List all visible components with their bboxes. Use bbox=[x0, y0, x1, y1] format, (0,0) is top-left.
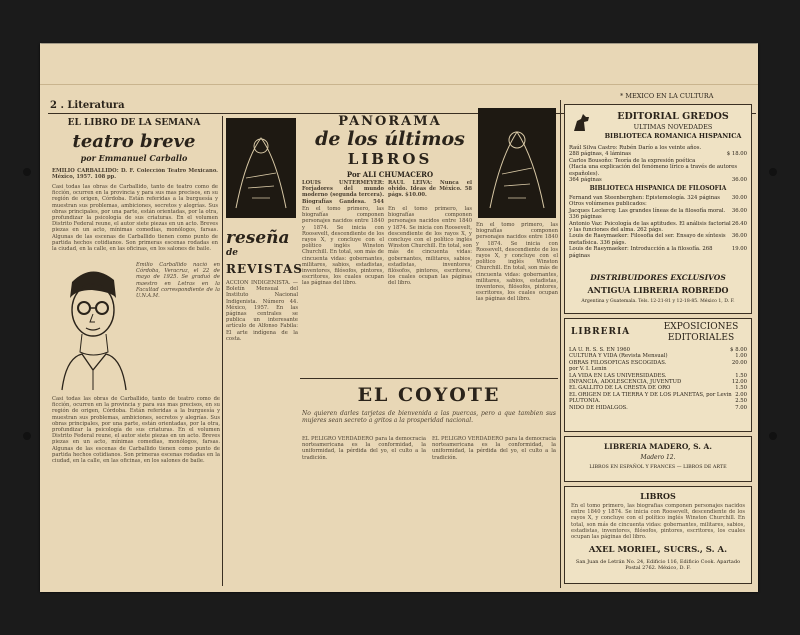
libreria-ad bbox=[564, 318, 752, 432]
resena-title-3: REVISTAS bbox=[226, 262, 303, 276]
price-row-title: INFANCIA, ADOLESCENCIA, JUVENTUD bbox=[569, 379, 682, 386]
price-row-title: PLUTONIA. bbox=[569, 398, 601, 405]
article-kicker: EL LIBRO DE LA SEMANA bbox=[67, 118, 201, 128]
price-row-title: OBRAS FILOSOFICAS ESCOGIDAS. bbox=[569, 359, 667, 366]
resena-body: ACCION INDIGENISTA. — Boletín Mensual del Instituto Nacional Indigenista. Número 44. México, 1957. En las páginas centrales se publica un interesante artículo de Alfonso Fabila: El arte indígena de la costa. bbox=[226, 280, 298, 342]
price-row-price: 36.00 bbox=[731, 233, 747, 240]
price-row-price: 19.00 bbox=[731, 246, 747, 253]
section-label: * MEXICO EN LA CULTURA bbox=[620, 92, 714, 100]
page-label: 2 . Literatura bbox=[50, 100, 125, 111]
price-row-price: $ 8.00 bbox=[730, 347, 747, 353]
coyote-top-rule bbox=[300, 378, 558, 379]
panorama-title-1: PANORAMA bbox=[338, 114, 442, 129]
coyote-body-1: EL PELIGRO VERDADERO para la democracia norteamericana es la conformidad, la uniformidad, la pérdida del yo, el culto a la tradición. bbox=[302, 436, 426, 461]
price-row-price: 20.00 bbox=[731, 359, 747, 366]
gredos-price-list bbox=[565, 145, 751, 183]
price-row-price: 36.00 bbox=[731, 207, 747, 214]
gredos-price-list-2 bbox=[565, 195, 751, 259]
price-row-title: 288 páginas, 4 láminas bbox=[569, 151, 631, 158]
price-row bbox=[565, 164, 751, 177]
article-title: teatro breve bbox=[72, 131, 196, 152]
price-row-price: 2.00 bbox=[735, 391, 747, 398]
moriel-address: San Juan de Letrán No. 24, Edificio 116, Edificio Cook. Apartado Postal 2762. México, D. F. bbox=[575, 559, 741, 571]
libreria-price-list bbox=[565, 347, 751, 411]
price-row-price: 30.00 bbox=[731, 195, 747, 201]
gredos-sub2: BIBLIOTECA ROMANICA HISPANICA bbox=[604, 132, 742, 140]
binder-hole-icon bbox=[23, 432, 31, 440]
horse-logo-icon bbox=[571, 111, 593, 133]
price-row-price: 1.50 bbox=[735, 372, 747, 379]
binder-hole-icon bbox=[23, 168, 31, 176]
price-row-price: 1.00 bbox=[735, 353, 747, 360]
panorama-byline: Por ALI CHUMACERO bbox=[346, 170, 434, 179]
panorama-body-3: En el tomo primero, las biografías componen personajes nacidos entre 1840 y 1874. Se inicia con Roosevelt, descendiente de los rayos X, y concluye con el político inglés Winston Churchill. En total, son más de cincuenta vidas: gobernantes, militares, sabios, estadistas, inventores, filósofos, pintores, escritores, los cuales ocupan las páginas del libro. bbox=[476, 222, 558, 303]
article-body: Casi todas las obras de Carballido, tanto de teatro como de ficción, ocurren en la provincia y para sus mas precisos, en su región de origen, Córdoba. Están referidas a la burguesía y muestran sus problemas, ambiciones, secretos y alegrías. Sus obras principales, por una parte, están orientadas, por la otra, profundizar la psicología de sus criaturas. En el volumen Distrito Federal reune, el autor siete piezas en un acto. Breves piezas en un acto, mínimas comedias, monólogos, farsas. Algunas de las escenas de Carballido tienen como punto de partida hechos cotidianos. Son primeras escenas rodadas en la ciudad, en la calle, en las oficinas, en los salones de baile. bbox=[52, 184, 218, 253]
price-row-price: $ 18.00 bbox=[726, 151, 747, 158]
paper-fold bbox=[40, 84, 758, 85]
price-row-price: 1.50 bbox=[735, 385, 747, 392]
binder-hole-icon bbox=[769, 432, 777, 440]
price-row-title: Antonio Vaz: Psicología de las aptitudes. El análisis factorial y las funciones del alma. 262 págs. bbox=[569, 220, 731, 234]
price-row-title: LA U. R. S. S. EN 1960 bbox=[569, 347, 631, 353]
price-row bbox=[565, 246, 751, 259]
gredos-sub3: BIBLIOTECA HISPANICA DE FILOSOFIA bbox=[589, 185, 727, 192]
ads-rule bbox=[560, 100, 561, 588]
moriel-ad bbox=[564, 486, 752, 584]
article-byline: por Emmanuel Carballo bbox=[80, 153, 188, 163]
libreria-name: LIBRERIA bbox=[571, 327, 631, 337]
price-row-title: EL ORIGEN DE LA TIERRA Y DE LOS PLANETAS, por Levin bbox=[569, 391, 732, 398]
coyote-body-2: EL PELIGRO VERDADERO para la democracia norteamericana es la conformidad, la uniformidad, la pérdida del yo, el culto a la tradición. bbox=[432, 436, 556, 461]
resena-title-2: de bbox=[226, 248, 239, 258]
madero-sub: LIBROS EN ESPAÑOL Y FRANCES — LIBROS DE ARTE bbox=[589, 465, 727, 470]
price-row-title: Otros volúmenes publicados: bbox=[569, 201, 647, 208]
article-ref: EMILIO CARBALLIDO: D. F. Colección Teatro Mexicano. México, 1957. 108 pp. bbox=[52, 168, 218, 181]
panorama-body-1: En el tomo primero, las biografías componen personajes nacidos entre 1840 y 1874. Se inicia con Roosevelt, descendiente de los rayos X, y concluye con el político inglés Winston Churchill. En total, son más de cincuenta vidas: gobernantes, militares, sabios, estadistas, inventores, filósofos, pintores, escritores, los cuales ocupan las páginas del libro. bbox=[302, 206, 384, 287]
price-row bbox=[565, 221, 751, 234]
moriel-title: LIBROS bbox=[640, 491, 676, 501]
engraving-illustration-2 bbox=[478, 108, 556, 218]
price-row-title: LA VIDA EN LAS UNIVERSIDADES. bbox=[569, 372, 667, 379]
price-row-title: Louis de Raeymaeker: Introducción a la filosofía. 268 páginas bbox=[569, 246, 713, 259]
madero-address: Madero 12. bbox=[640, 454, 676, 461]
gredos-sub1: ULTIMAS NOVEDADES bbox=[633, 123, 713, 131]
column-rule bbox=[222, 116, 223, 586]
price-row-title: 364 páginas bbox=[569, 177, 602, 184]
price-row-title: Carlos Bousoño: Teoría de la expresión poética bbox=[569, 157, 696, 164]
price-row-price: 2.50 bbox=[735, 398, 747, 405]
panorama-title-3: LIBROS bbox=[347, 150, 433, 168]
portrait-caption: Emilio Carballido nació en Córdoba, Veracruz, el 22 de mayo de 1925. Se graduó de maestro en Letras en la Facultad correspondiente de la U.N.A.M. bbox=[136, 262, 220, 300]
madero-ad bbox=[564, 436, 752, 482]
price-row-price: 36.00 bbox=[731, 177, 747, 184]
price-row-title: Louis de Raeymaeker: Filosofía del ser. Ensayo de síntesis metafísica. 336 págs. bbox=[569, 233, 726, 246]
gredos-name: EDITORIAL GREDOS bbox=[617, 111, 729, 122]
panorama-entry-2-head: RAUL LEIVA: Nunca el olvido. Ideas de México. 58 págs. $10.00. bbox=[388, 180, 472, 199]
binder-hole-icon bbox=[769, 168, 777, 176]
gredos-address: Argentina y Guatemala. Tels. 12-21-81 y 12-18-85. México 1, D. F. bbox=[581, 299, 735, 304]
gredos-dist: DISTRIBUIDORES EXCLUSIVOS bbox=[590, 273, 726, 282]
price-row-title: (Hacia una explicación del fenómeno lírico a través de autores españoles). bbox=[569, 164, 738, 177]
coyote-deck: No quieren darles tarjetas de bienvenida a las puercas, pero a que tambien sus mujeres sean secreto a gritos a la prosperidad nacional. bbox=[302, 410, 556, 424]
libreria-title: EXPOSICIONES EDITORIALES bbox=[663, 322, 739, 343]
gredos-dist-name: ANTIGUA LIBRERIA ROBREDO bbox=[587, 285, 729, 295]
portrait-sketch bbox=[52, 262, 132, 392]
price-row-title: Jacques Leclercq: Las grandes líneas de la filosofía moral. 336 páginas bbox=[569, 207, 726, 221]
moriel-body: En el tomo primero, las biografías componen personajes nacidos entre 1840 y 1874. Se inicia con Roosevelt, descendiente de los rayos X, y concluye con el político inglés Winston Churchill. En total, son más de cincuenta vidas: gobernantes, militares, sabios, estadistas, inventores, filósofos, pintores, escritores, los cuales ocupan las páginas del libro. bbox=[571, 503, 745, 541]
panorama-entry-1-head: LOUIS UNTERMEYER: Forjadores del mundo moderno (segunda tercera). Biografías Gandesa. 544 bbox=[302, 180, 384, 204]
madero-name: LIBRERIA MADERO, S. A. bbox=[604, 442, 712, 451]
gredos-ad bbox=[564, 104, 752, 314]
price-row-title: Fernand van Steenberghen: Epistemología. 324 páginas bbox=[569, 195, 721, 201]
price-row-title: por V. I. Lenin bbox=[569, 366, 607, 373]
price-row bbox=[565, 208, 751, 221]
price-row-price: 12.00 bbox=[731, 379, 747, 386]
price-row bbox=[565, 405, 751, 411]
coyote-title: EL COYOTE bbox=[357, 384, 501, 406]
moriel-name: AXEL MORIEL, SUCRS., S. A. bbox=[588, 545, 728, 555]
price-row-price: 26.40 bbox=[731, 220, 747, 227]
article-body-continued: Casi todas las obras de Carballido, tanto de teatro como de ficción, ocurren en la provincia y para sus mas precisos, en su región de origen, Córdoba. Están referidas a la burguesía y muestran sus problemas, ambiciones, secretos y alegrías. Sus obras principales, por una parte, están orientadas, por la otra, profundizar la psicología de sus criaturas. En el volumen Distrito Federal reune, el autor siete piezas en un acto. Breves piezas en un acto, mínimas comedias, monólogos, farsas. Algunas de las escenas de Carballido tienen como punto de partida hechos cotidianos. Son primeras escenas rodadas en la ciudad, en la calle, en las oficinas, en los salones de baile. bbox=[52, 396, 220, 465]
panorama-body-2: En el tomo primero, las biografías componen personajes nacidos entre 1840 y 1874. Se inicia con Roosevelt, descendiente de los rayos X, y concluye con el político inglés Winston Churchill. En total, son más de cincuenta vidas: gobernantes, militares, sabios, estadistas, inventores, filósofos, pintores, escritores, los cuales ocupan las páginas del libro. bbox=[388, 206, 472, 287]
panorama-title-2: de los últimos bbox=[315, 128, 465, 150]
price-row-title: EL GALLITO DE LA CRESTA DE ORO bbox=[569, 385, 671, 392]
engraving-illustration bbox=[226, 118, 296, 218]
price-row-title: NIDO DE HIDALGOS. bbox=[569, 404, 628, 411]
price-row bbox=[565, 233, 751, 246]
price-row bbox=[565, 177, 751, 183]
price-row-title: CULTURA Y VIDA (Revista Mensual) bbox=[569, 353, 668, 360]
resena-title-1: reseña bbox=[226, 228, 290, 248]
price-row-price: 7.00 bbox=[735, 404, 747, 411]
price-row-title: Raúl Silva Castro: Rubén Darío a los veinte años. bbox=[569, 145, 702, 151]
